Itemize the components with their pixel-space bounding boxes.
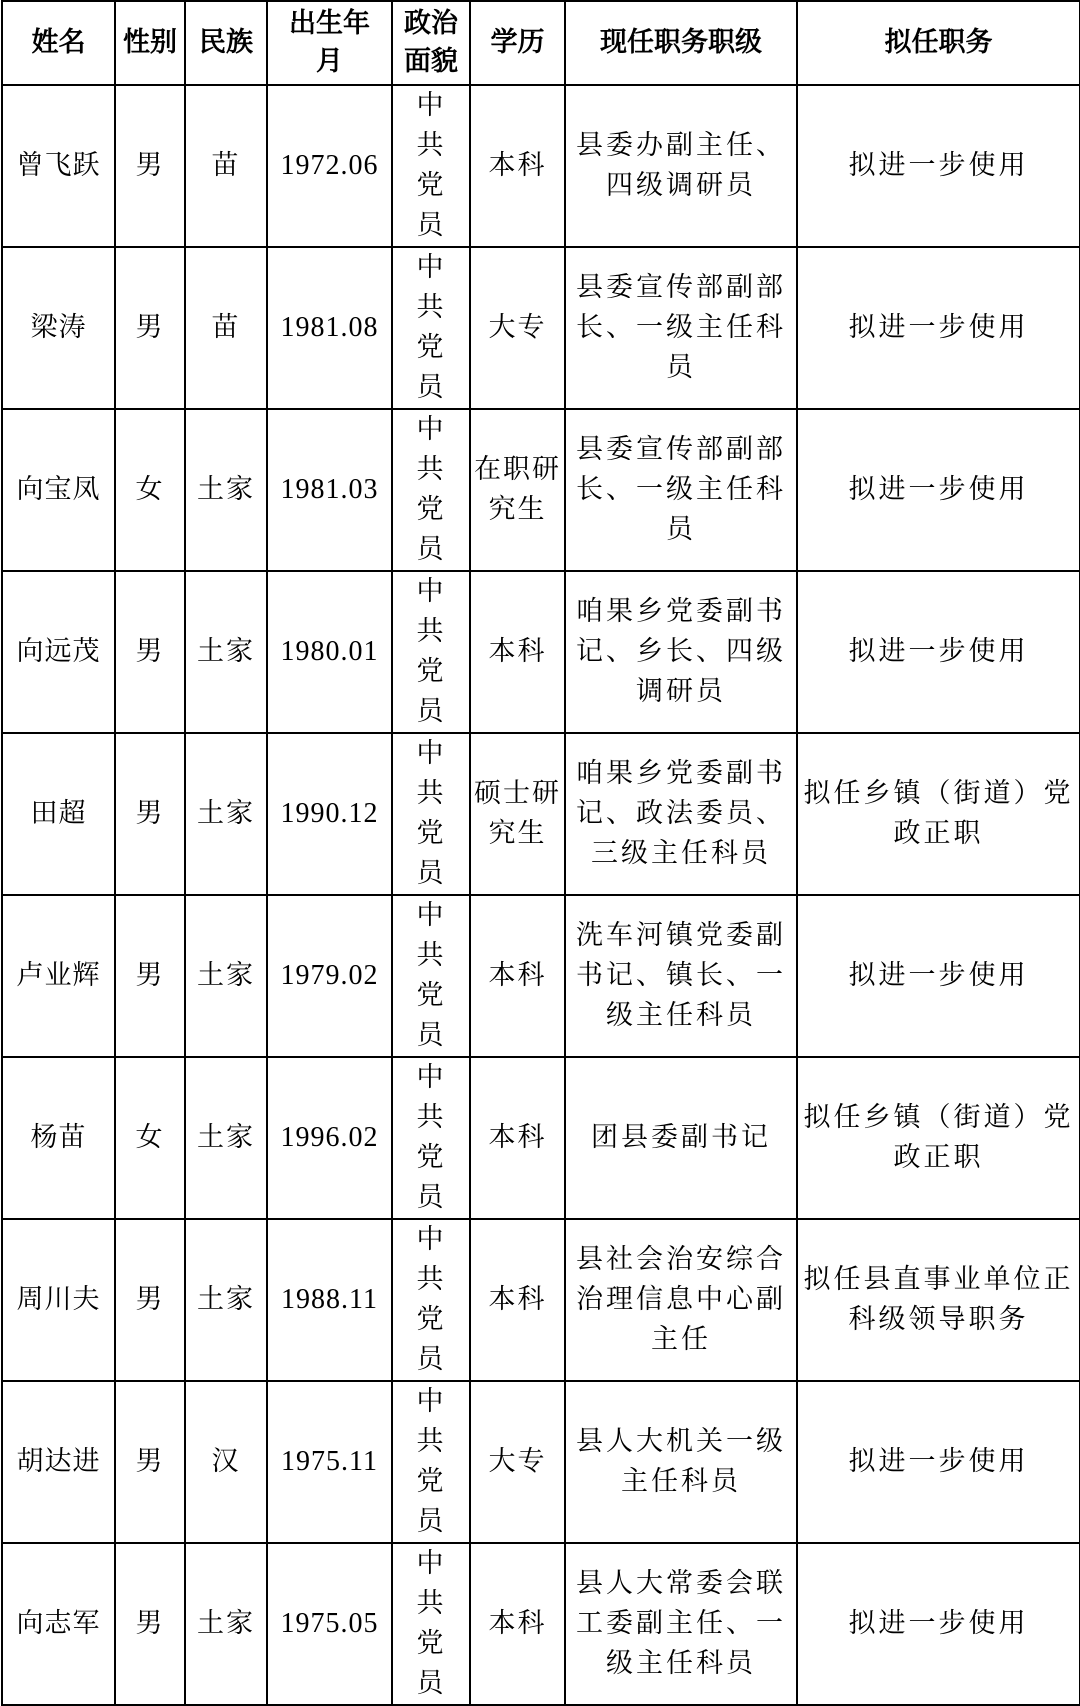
cell-birth: 1981.03 <box>267 409 392 571</box>
header-proposed-position: 拟任职务 <box>797 1 1080 85</box>
cell-gender: 女 <box>115 409 185 571</box>
cell-birth: 1990.12 <box>267 733 392 895</box>
cell-current-position: 咱果乡党委副书记、乡长、四级调研员 <box>565 571 797 733</box>
cell-ethnicity: 土家 <box>185 571 267 733</box>
cell-ethnicity: 苗 <box>185 247 267 409</box>
cell-gender: 男 <box>115 1381 185 1543</box>
table-row <box>2 1057 1080 1219</box>
cell-party: 中共党员 <box>392 409 470 571</box>
cell-proposed-position: 拟进一步使用 <box>797 247 1080 409</box>
table-body <box>2 85 1080 1705</box>
cell-ethnicity: 汉 <box>185 1381 267 1543</box>
cell-proposed-position: 拟进一步使用 <box>797 85 1080 247</box>
cell-birth: 1980.01 <box>267 571 392 733</box>
cell-party: 中共党员 <box>392 1543 470 1705</box>
cell-ethnicity: 土家 <box>185 1219 267 1381</box>
cell-gender: 男 <box>115 1543 185 1705</box>
table-row <box>2 247 1080 409</box>
cell-proposed-position: 拟进一步使用 <box>797 409 1080 571</box>
cell-education: 在职研究生 <box>470 409 565 571</box>
cell-proposed-position: 拟进一步使用 <box>797 1381 1080 1543</box>
cell-current-position: 县委宣传部副部长、一级主任科员 <box>565 409 797 571</box>
cell-ethnicity: 土家 <box>185 1057 267 1219</box>
cell-name: 向志军 <box>2 1543 115 1705</box>
cell-party: 中共党员 <box>392 733 470 895</box>
table-row <box>2 1381 1080 1543</box>
cell-name: 卢业辉 <box>2 895 115 1057</box>
cell-current-position: 洗车河镇党委副书记、镇长、一级主任科员 <box>565 895 797 1057</box>
cell-gender: 女 <box>115 1057 185 1219</box>
cell-gender: 男 <box>115 733 185 895</box>
cell-gender: 男 <box>115 895 185 1057</box>
cell-party: 中共党员 <box>392 1219 470 1381</box>
cell-birth: 1975.05 <box>267 1543 392 1705</box>
cell-ethnicity: 土家 <box>185 1543 267 1705</box>
header-gender: 性别 <box>115 1 185 85</box>
cell-party: 中共党员 <box>392 895 470 1057</box>
cell-education: 本科 <box>470 1543 565 1705</box>
cell-education: 本科 <box>470 85 565 247</box>
cadre-table <box>1 0 1080 1706</box>
cell-birth: 1981.08 <box>267 247 392 409</box>
cell-gender: 男 <box>115 571 185 733</box>
cell-education: 本科 <box>470 895 565 1057</box>
cell-education: 本科 <box>470 1219 565 1381</box>
cell-education: 本科 <box>470 1057 565 1219</box>
table-row <box>2 733 1080 895</box>
cell-name: 田超 <box>2 733 115 895</box>
cell-gender: 男 <box>115 247 185 409</box>
cell-current-position: 县委宣传部副部长、一级主任科员 <box>565 247 797 409</box>
header-education: 学历 <box>470 1 565 85</box>
cell-education: 本科 <box>470 571 565 733</box>
cell-proposed-position: 拟进一步使用 <box>797 1543 1080 1705</box>
cell-proposed-position: 拟进一步使用 <box>797 571 1080 733</box>
cell-name: 向宝凤 <box>2 409 115 571</box>
cell-education: 大专 <box>470 247 565 409</box>
header-party: 政治面貌 <box>392 1 470 85</box>
cell-ethnicity: 土家 <box>185 409 267 571</box>
cell-party: 中共党员 <box>392 1057 470 1219</box>
cell-ethnicity: 苗 <box>185 85 267 247</box>
table-row <box>2 1219 1080 1381</box>
header-current-position: 现任职务职级 <box>565 1 797 85</box>
cell-current-position: 县人大常委会联工委副主任、一级主任科员 <box>565 1543 797 1705</box>
cell-gender: 男 <box>115 85 185 247</box>
table-row <box>2 85 1080 247</box>
cell-birth: 1996.02 <box>267 1057 392 1219</box>
cell-name: 杨苗 <box>2 1057 115 1219</box>
cell-name: 梁涛 <box>2 247 115 409</box>
cell-name: 曾飞跃 <box>2 85 115 247</box>
table-row <box>2 409 1080 571</box>
header-ethnicity: 民族 <box>185 1 267 85</box>
cell-proposed-position: 拟进一步使用 <box>797 895 1080 1057</box>
cell-current-position: 县社会治安综合治理信息中心副主任 <box>565 1219 797 1381</box>
header-name: 姓名 <box>2 1 115 85</box>
cell-party: 中共党员 <box>392 247 470 409</box>
cell-birth: 1988.11 <box>267 1219 392 1381</box>
cell-education: 硕士研究生 <box>470 733 565 895</box>
header-row <box>2 1 1080 85</box>
table-row <box>2 1543 1080 1705</box>
header-birth: 出生年月 <box>267 1 392 85</box>
cell-current-position: 县人大机关一级主任科员 <box>565 1381 797 1543</box>
cell-proposed-position: 拟任乡镇（街道）党政正职 <box>797 733 1080 895</box>
cell-ethnicity: 土家 <box>185 733 267 895</box>
cell-current-position: 团县委副书记 <box>565 1057 797 1219</box>
cell-ethnicity: 土家 <box>185 895 267 1057</box>
cell-current-position: 咱果乡党委副书记、政法委员、三级主任科员 <box>565 733 797 895</box>
cell-party: 中共党员 <box>392 1381 470 1543</box>
cell-birth: 1979.02 <box>267 895 392 1057</box>
table-row <box>2 895 1080 1057</box>
cell-current-position: 县委办副主任、四级调研员 <box>565 85 797 247</box>
cell-birth: 1972.06 <box>267 85 392 247</box>
table-row <box>2 571 1080 733</box>
cell-name: 胡达进 <box>2 1381 115 1543</box>
cell-party: 中共党员 <box>392 85 470 247</box>
cell-proposed-position: 拟任县直事业单位正科级领导职务 <box>797 1219 1080 1381</box>
cell-party: 中共党员 <box>392 571 470 733</box>
cell-education: 大专 <box>470 1381 565 1543</box>
cell-birth: 1975.11 <box>267 1381 392 1543</box>
cell-name: 周川夫 <box>2 1219 115 1381</box>
cell-name: 向远茂 <box>2 571 115 733</box>
cell-gender: 男 <box>115 1219 185 1381</box>
cell-proposed-position: 拟任乡镇（街道）党政正职 <box>797 1057 1080 1219</box>
